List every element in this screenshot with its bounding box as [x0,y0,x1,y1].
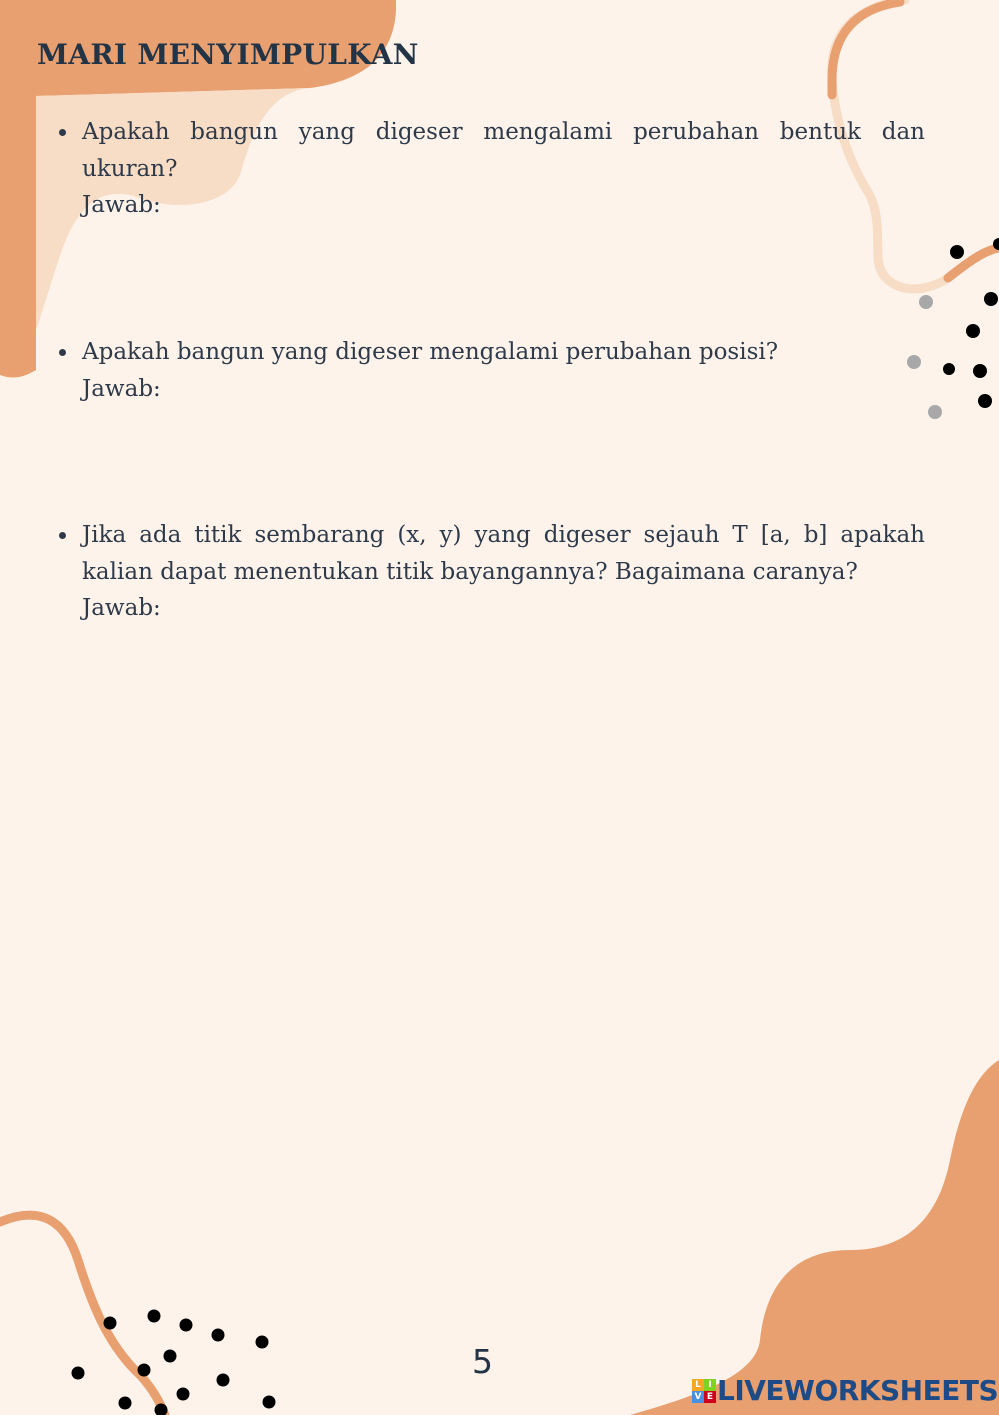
logo-letter: I [704,1379,716,1391]
corner-blob-bottom-right [630,1060,999,1415]
dot [148,1310,161,1323]
answer-label: Jawab: [82,375,161,402]
dot [164,1350,177,1363]
question-list [82,114,925,627]
liveworksheets-logo-icon [692,1379,716,1403]
dot [966,324,980,338]
dot [950,245,964,259]
question-item [82,334,925,517]
curve-line-top-right-accent [832,2,900,95]
logo-letter: E [704,1391,716,1403]
dot [256,1336,269,1349]
page-title: MARI MENYIMPULKAN [37,38,419,71]
answer-label: Jawab: [82,192,161,218]
curve-line-bottom-left [0,1215,165,1415]
dot [217,1374,230,1387]
question-text: Apakah bangun yang digeser mengalami perubahan bentuk dan ukuran? [82,119,925,182]
question-text: Apakah bangun yang digeser mengalami perubahan posisi? [82,339,779,365]
brand-text: LIVEWORKSHEETS [717,1374,999,1407]
answer-label: Jawab: [82,595,161,621]
dot [72,1367,85,1380]
logo-letter: L [692,1379,704,1391]
dot [119,1397,132,1410]
question-item [82,114,925,334]
dot [180,1319,193,1332]
logo-letter: V [692,1391,704,1403]
dot [973,364,987,378]
dot [978,394,992,408]
page-number: 5 [472,1342,493,1381]
dot [984,292,998,306]
dot [138,1364,151,1377]
question-text: Jika ada titik sembarang (x, y) yang digeser sejauh T [a, b] apakah kalian dapat menentukan titik bayangannya? Bagaimana caranya? [82,522,925,585]
dot [104,1317,117,1330]
liveworksheets-brand[interactable] [692,1374,998,1407]
dot [263,1396,276,1409]
question-item [82,517,925,627]
dot [212,1329,225,1342]
dot [177,1388,190,1401]
dot [943,363,955,375]
dot [928,405,942,419]
